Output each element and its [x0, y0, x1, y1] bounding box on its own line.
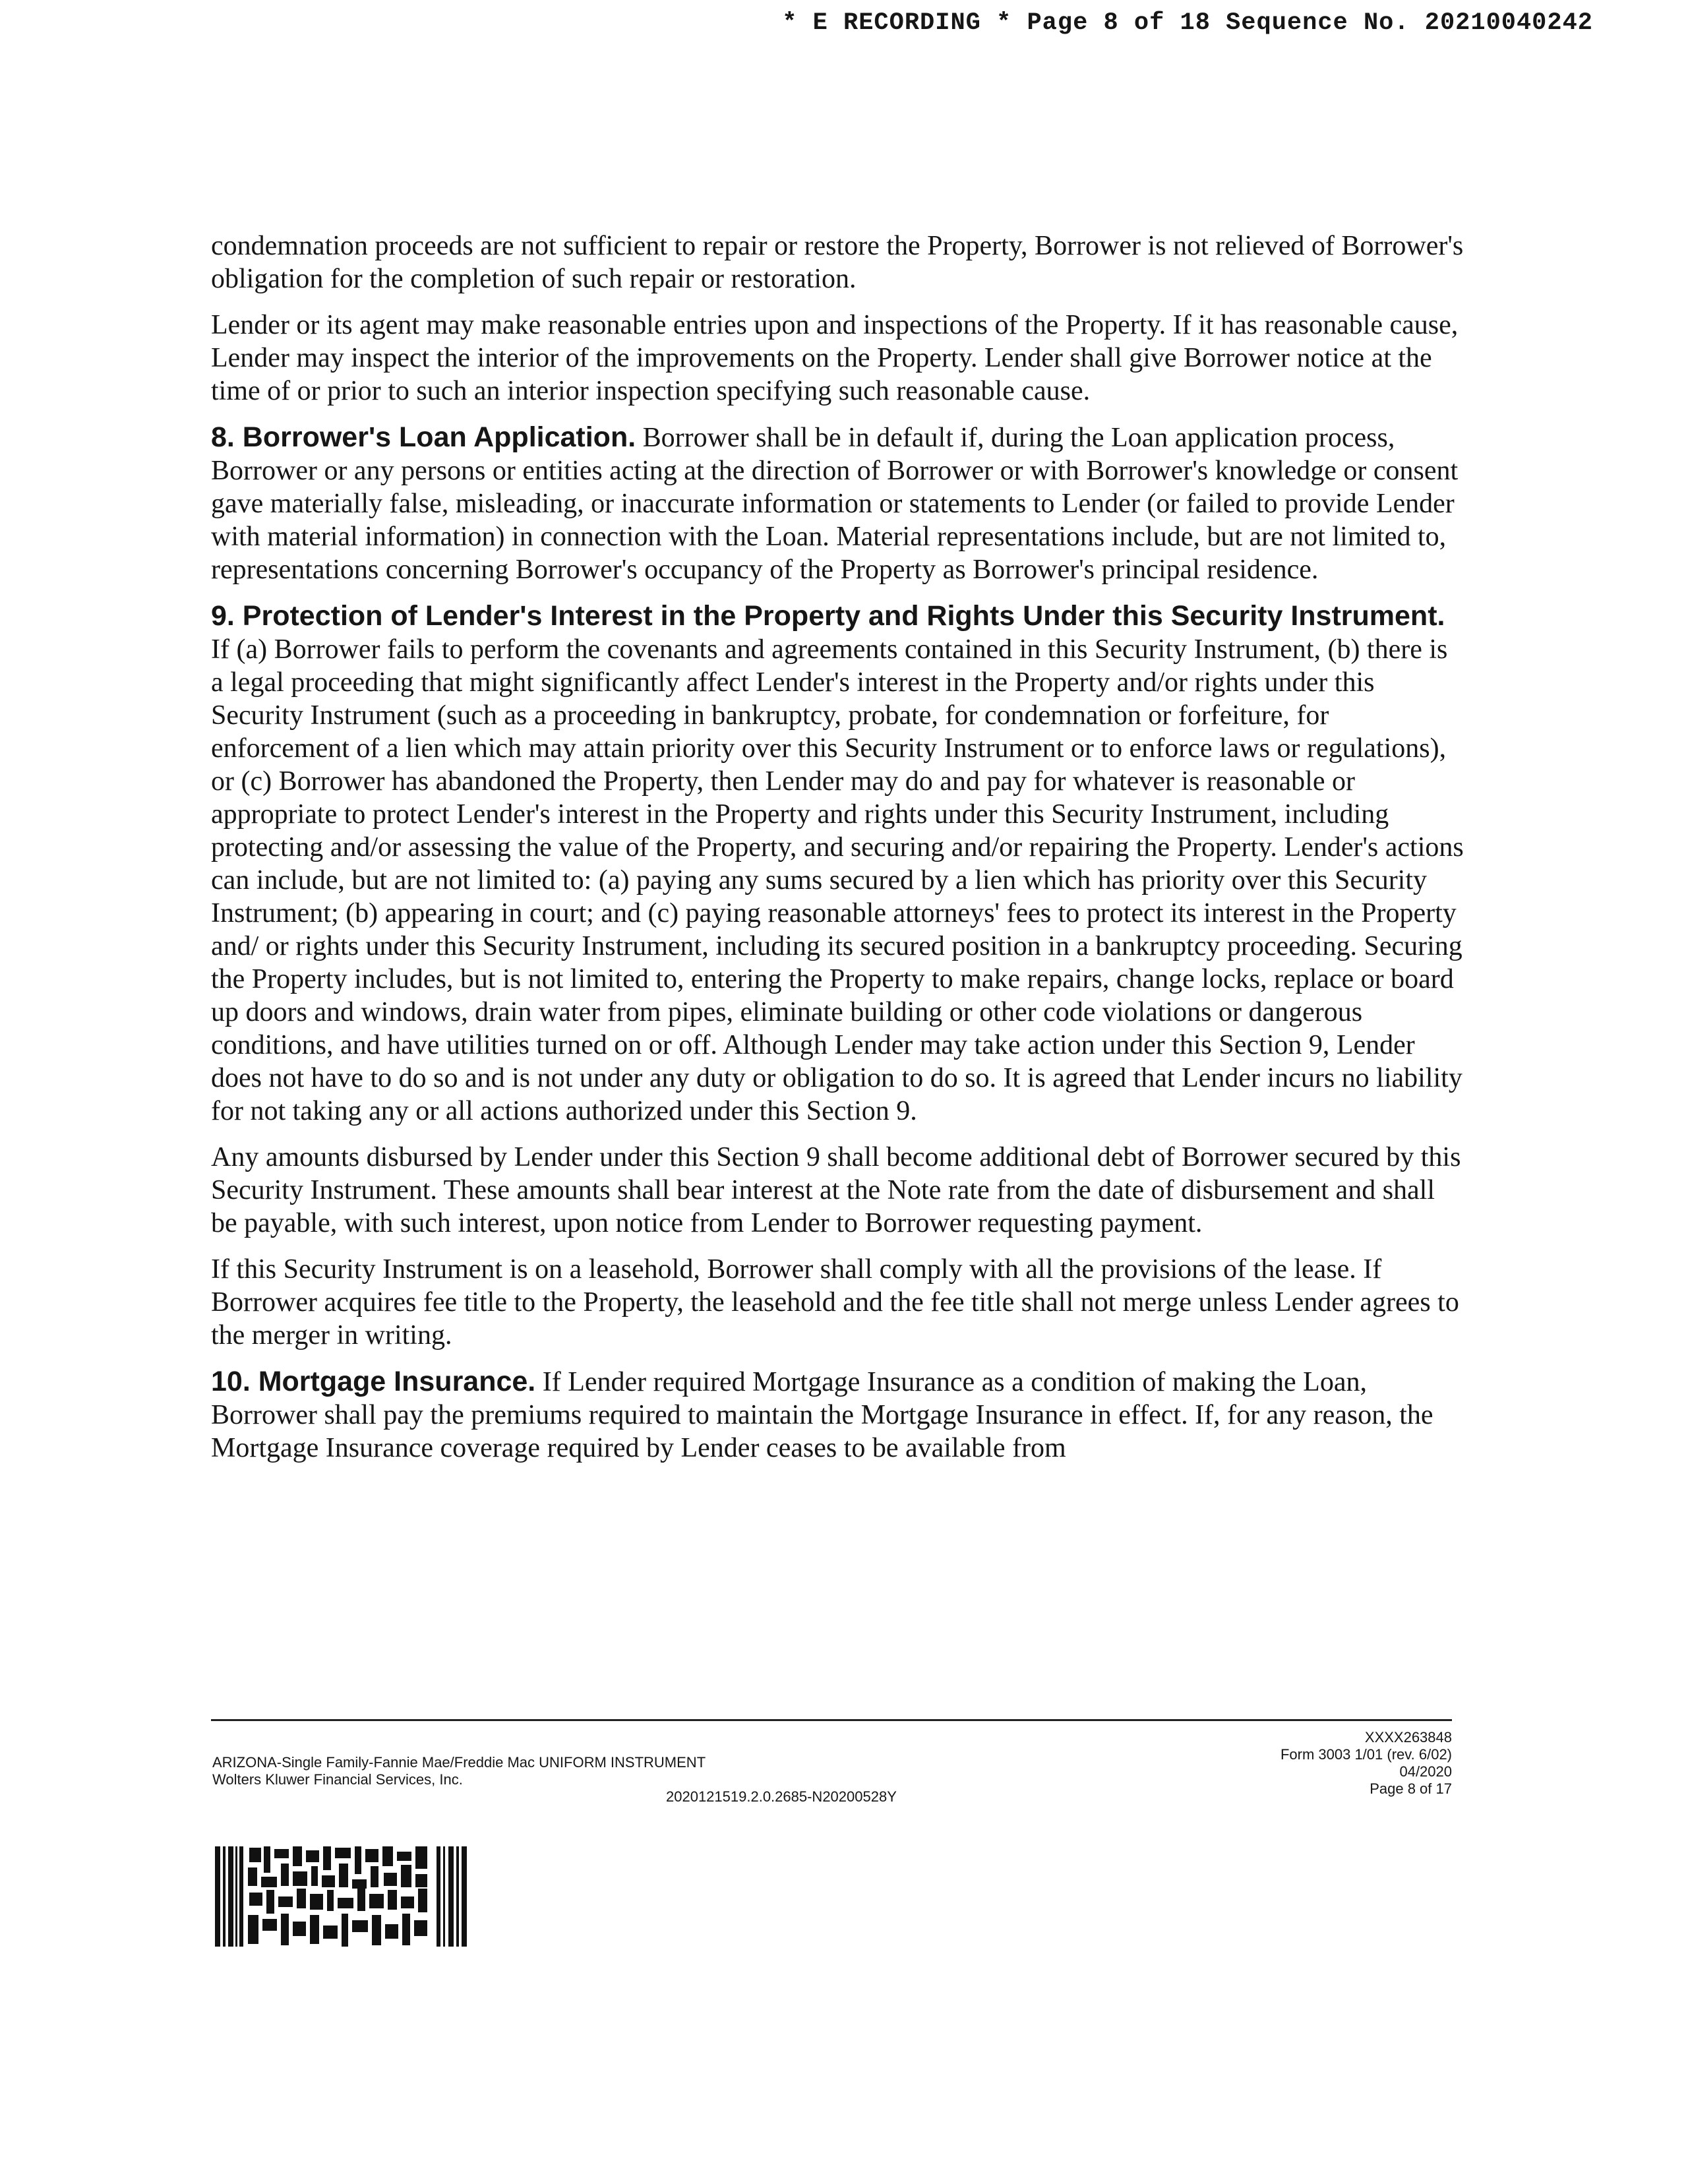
section-10-heading: 10. Mortgage Insurance.	[211, 1366, 536, 1397]
section-9-heading: 9. Protection of Lender's Interest in the Property and Rights Under this Security Instrument.	[211, 600, 1445, 632]
section-10	[211, 1365, 1464, 1465]
footer-right	[1281, 1729, 1452, 1798]
footer-form-number: Form 3003 1/01 (rev. 6/02)	[1280, 1746, 1452, 1763]
footer-publisher: Wolters Kluwer Financial Services, Inc.	[212, 1771, 463, 1788]
footer-form-date: 04/2020	[1399, 1763, 1452, 1780]
footer-document-code: 2020121519.2.0.2685-N20200528Y	[666, 1788, 897, 1805]
section-8	[211, 421, 1464, 586]
section-9	[211, 599, 1464, 1128]
barcode-icon	[215, 1846, 492, 1947]
paragraph-inspection: Lender or its agent may make reasonable entries upon and inspections of the Property. If it has reasonable cause, Lender may inspect the interior of the improvements on the Property. Lender shall give Borrower notice at the time of or prior to such an interior inspection specifying such reasonable cause.	[211, 310, 1459, 406]
footer-form-title: ARIZONA-Single Family-Fannie Mae/Freddie Mac UNIFORM INSTRUMENT	[212, 1754, 706, 1771]
paragraph-amounts-disbursed: Any amounts disbursed by Lender under this Section 9 shall become additional debt of Borrower secured by this Security Instrument. These amounts shall bear interest at the Note rate from the date of disbursement and shall be payable, with such interest, upon notice from Lender to Borrower requesting payment.	[211, 1142, 1461, 1238]
footer-page-number: Page 8 of 17	[1370, 1780, 1452, 1797]
section-8-heading: 8. Borrower's Loan Application.	[211, 421, 636, 453]
footer-loan-number: XXXX263848	[1364, 1729, 1452, 1745]
document-body	[211, 229, 1464, 1478]
footer-divider	[211, 1719, 1452, 1721]
footer-left	[212, 1754, 706, 1788]
paragraph-leasehold: If this Security Instrument is on a leasehold, Borrower shall comply with all the provisions of the lease. If Borrower acquires fee title to the Property, the leasehold and the fee title shall not merge unless Lender agrees to the merger in writing.	[211, 1254, 1459, 1350]
section-9-body: If (a) Borrower fails to perform the covenants and agreements contained in this Security Instrument, (b) there is a legal proceeding that might significantly affect Lender's interest in the Property and/or rights under this Security Instrument (such as a proceeding in bankruptcy, probate, for condemnation or forfeiture, for enforcement of a lien which may attain priority over this Security Instrument or to enforce laws or regulations), or (c) Borrower has abandoned the Property, then Lender may do and pay for whatever is reasonable or appropriate to protect Lender's interest in the Property and rights under this Security Instrument, including protecting and/or assessing the value of the Property, and securing and/or repairing the Property. Lender's actions can include, but are not limited to: (a) paying any sums secured by a lien which has priority over this Security Instrument; (b) appearing in court; and (c) paying reasonable attorneys' fees to protect its interest in the Property and/ or rights under this Security Instrument, including its secured position in a bankruptcy proceeding. Securing the Property includes, but is not limited to, entering the Property to make repairs, change locks, replace or board up doors and windows, drain water from pipes, eliminate building or other code violations or dangerous conditions, and have utilities turned on or off. Although Lender may take action under this Section 9, Lender does not have to do so and is not under any duty or obligation to do so. It is agreed that Lender incurs no liability for not taking any or all actions authorized under this Section 9.	[211, 634, 1464, 1126]
section-10-body: If Lender required Mortgage Insurance as a condition of making the Loan, Borrower shall pay the premiums required to maintain the Mortgage Insurance in effect. If, for any reason, the Mortgage Insurance coverage required by Lender ceases to be available from	[211, 1367, 1433, 1463]
section-8-body: Borrower shall be in default if, during the Loan application process, Borrower or any persons or entities acting at the direction of Borrower or with Borrower's knowledge or consent gave materially false, misleading, or inaccurate information or statements to Lender (or failed to provide Lender with material information) in connection with the Loan. Material representations include, but are not limited to, representations concerning Borrower's occupancy of the Property as Borrower's principal residence.	[211, 423, 1459, 585]
paragraph-condemnation: condemnation proceeds are not sufficient to repair or restore the Property, Borrower is not relieved of Borrower's obligation for the completion of such repair or restoration.	[211, 231, 1464, 294]
recording-header: * E RECORDING * Page 8 of 18 Sequence No. 20210040242	[782, 9, 1593, 37]
